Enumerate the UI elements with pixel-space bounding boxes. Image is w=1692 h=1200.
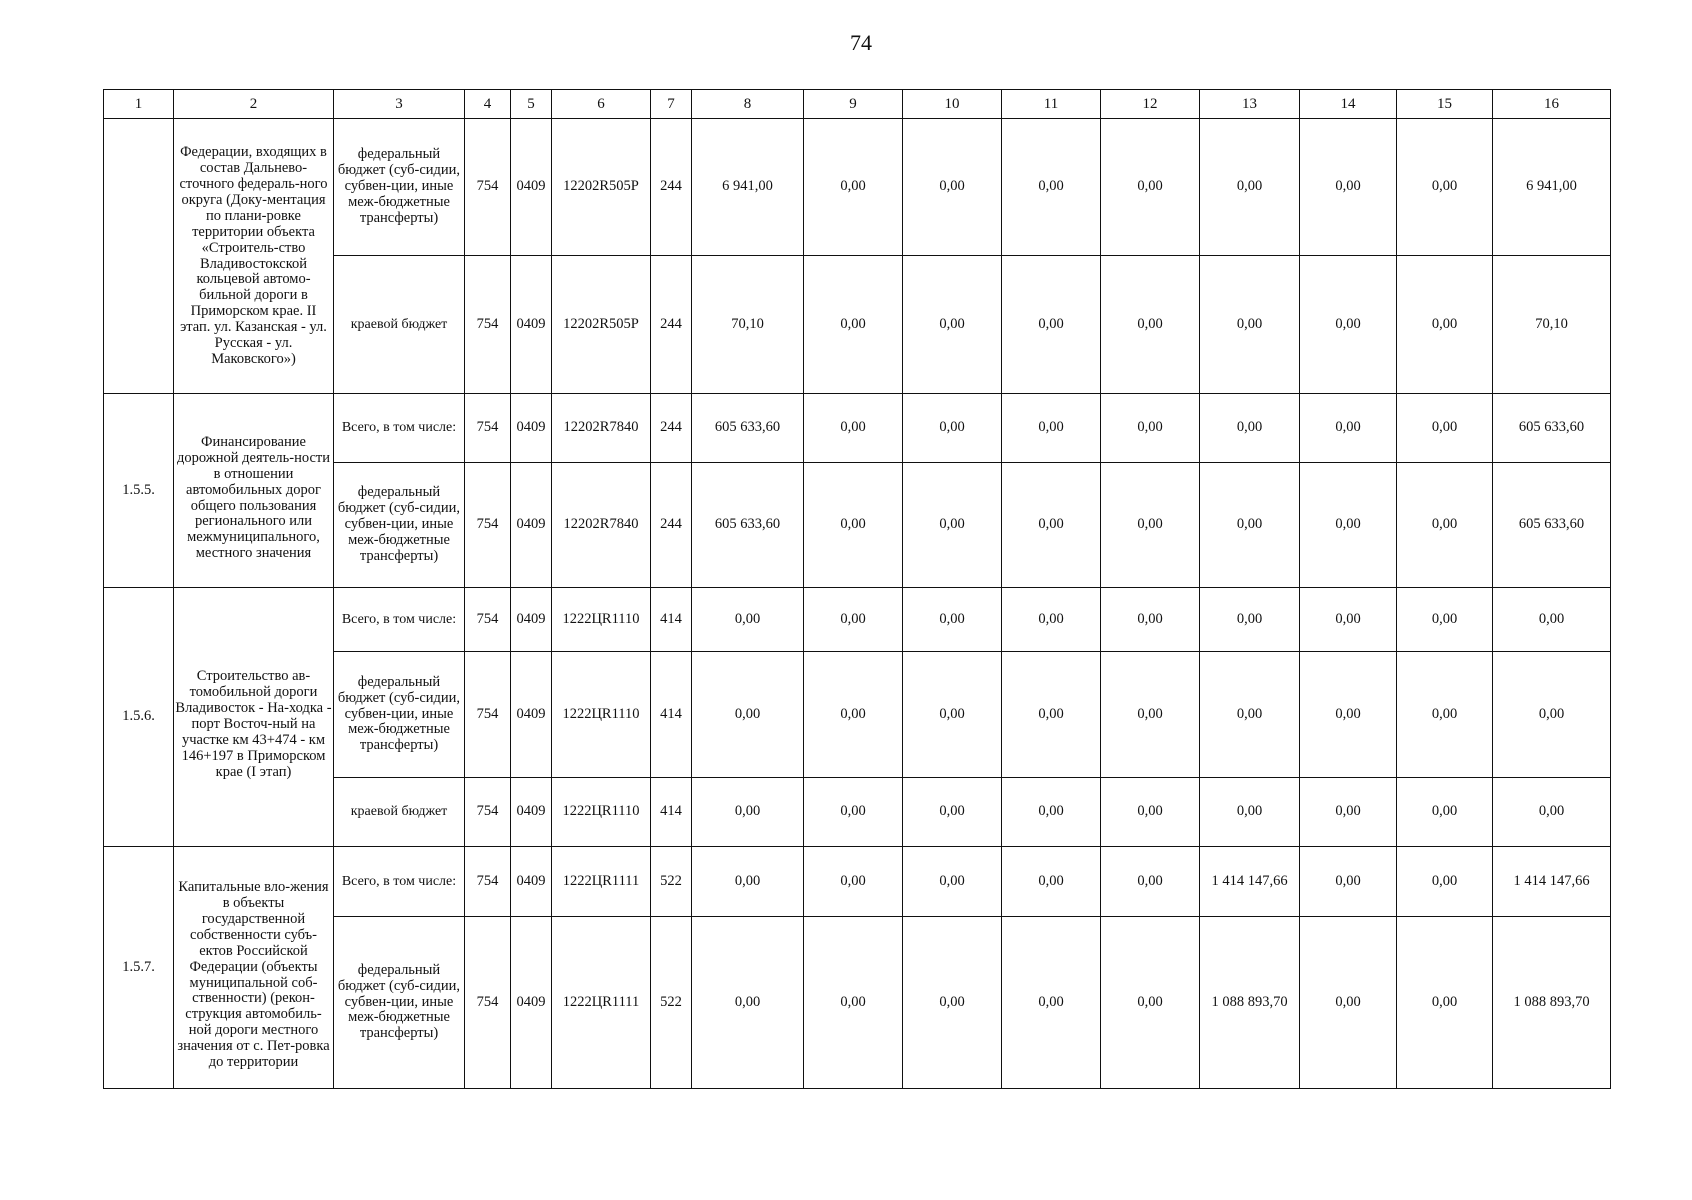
funding-source: федеральный бюджет (суб-сидии, субвен-ции, иные меж-бюджетные трансферты) (334, 119, 465, 256)
amount-cell: 0,00 (1397, 847, 1493, 917)
amount-cell: 0,00 (804, 463, 903, 588)
code-expense-type: 414 (651, 652, 692, 778)
amount-cell: 0,00 (1493, 778, 1611, 847)
code-ministry: 754 (465, 119, 511, 256)
header-cell: 10 (903, 90, 1002, 119)
amount-cell: 0,00 (1101, 119, 1200, 256)
funding-source: краевой бюджет (334, 778, 465, 847)
funding-source: краевой бюджет (334, 256, 465, 394)
amount-cell: 605 633,60 (692, 463, 804, 588)
code-ministry: 754 (465, 917, 511, 1089)
header-cell: 5 (511, 90, 552, 119)
header-cell: 9 (804, 90, 903, 119)
amount-cell: 0,00 (1002, 119, 1101, 256)
header-cell: 16 (1493, 90, 1611, 119)
header-cell: 12 (1101, 90, 1200, 119)
funding-source: Всего, в том числе: (334, 588, 465, 652)
amount-cell: 0,00 (1300, 256, 1397, 394)
amount-cell: 6 941,00 (1493, 119, 1611, 256)
code-section: 0409 (511, 847, 552, 917)
code-ministry: 754 (465, 847, 511, 917)
amount-cell: 0,00 (903, 119, 1002, 256)
amount-cell: 0,00 (1397, 463, 1493, 588)
item-number: 1.5.7. (104, 847, 174, 1089)
header-cell: 2 (174, 90, 334, 119)
code-section: 0409 (511, 917, 552, 1089)
page-number: 74 (850, 30, 872, 55)
amount-cell: 0,00 (1200, 778, 1300, 847)
budget-table (103, 89, 1611, 1089)
code-ministry: 754 (465, 588, 511, 652)
amount-cell: 0,00 (1200, 463, 1300, 588)
amount-cell: 0,00 (1002, 463, 1101, 588)
item-name: Финансирование дорожной деятель-ности в отношении автомобильных дорог общего пользования регионального или межмуниципального, местного значения (174, 394, 334, 588)
amount-cell: 605 633,60 (692, 394, 804, 463)
code-ministry: 754 (465, 394, 511, 463)
amount-cell: 0,00 (1101, 256, 1200, 394)
amount-cell: 70,10 (1493, 256, 1611, 394)
code-section: 0409 (511, 394, 552, 463)
item-number: 1.5.6. (104, 588, 174, 847)
code-ministry: 754 (465, 778, 511, 847)
amount-cell: 0,00 (1002, 778, 1101, 847)
amount-cell: 1 414 147,66 (1200, 847, 1300, 917)
amount-cell: 0,00 (1101, 847, 1200, 917)
amount-cell: 0,00 (1300, 652, 1397, 778)
item-number (104, 119, 174, 394)
header-row (104, 90, 1611, 119)
code-target: 1222ЦR1110 (552, 778, 651, 847)
table-row (104, 119, 1611, 256)
code-section: 0409 (511, 778, 552, 847)
code-section: 0409 (511, 119, 552, 256)
header-cell: 15 (1397, 90, 1493, 119)
amount-cell: 0,00 (1200, 394, 1300, 463)
amount-cell: 0,00 (1300, 588, 1397, 652)
amount-cell: 0,00 (804, 588, 903, 652)
funding-source: федеральный бюджет (суб-сидии, субвен-ции, иные меж-бюджетные трансферты) (334, 917, 465, 1089)
amount-cell: 0,00 (1300, 778, 1397, 847)
header-cell: 3 (334, 90, 465, 119)
code-section: 0409 (511, 256, 552, 394)
amount-cell: 0,00 (1493, 652, 1611, 778)
code-expense-type: 414 (651, 778, 692, 847)
amount-cell: 0,00 (903, 588, 1002, 652)
code-section: 0409 (511, 463, 552, 588)
table-row (104, 588, 1611, 652)
amount-cell: 0,00 (1397, 394, 1493, 463)
amount-cell: 0,00 (1101, 463, 1200, 588)
amount-cell: 1 088 893,70 (1493, 917, 1611, 1089)
header-cell: 1 (104, 90, 174, 119)
amount-cell: 605 633,60 (1493, 394, 1611, 463)
amount-cell: 0,00 (804, 917, 903, 1089)
amount-cell: 0,00 (1300, 463, 1397, 588)
funding-source: федеральный бюджет (суб-сидии, субвен-ции, иные меж-бюджетные трансферты) (334, 652, 465, 778)
amount-cell: 0,00 (692, 652, 804, 778)
amount-cell: 0,00 (1200, 588, 1300, 652)
amount-cell: 0,00 (1397, 652, 1493, 778)
code-ministry: 754 (465, 463, 511, 588)
code-target: 12202R7840 (552, 463, 651, 588)
amount-cell: 605 633,60 (1493, 463, 1611, 588)
amount-cell: 0,00 (903, 463, 1002, 588)
amount-cell: 0,00 (1397, 119, 1493, 256)
code-section: 0409 (511, 588, 552, 652)
amount-cell: 0,00 (1002, 917, 1101, 1089)
amount-cell: 0,00 (903, 778, 1002, 847)
code-target: 1222ЦR1111 (552, 917, 651, 1089)
amount-cell: 0,00 (1200, 256, 1300, 394)
code-expense-type: 522 (651, 917, 692, 1089)
amount-cell: 0,00 (804, 778, 903, 847)
header-cell: 13 (1200, 90, 1300, 119)
amount-cell: 70,10 (692, 256, 804, 394)
amount-cell: 0,00 (1101, 917, 1200, 1089)
amount-cell: 0,00 (1300, 394, 1397, 463)
code-target: 1222ЦR1111 (552, 847, 651, 917)
item-name: Капитальные вло-жения в объекты государственной собственности субъ-ектов Российской Федерации (объекты муниципальной соб-ственности) (рекон-струкция автомобиль-ной дороги местного значения от с. Пет-ровка до территории (174, 847, 334, 1089)
amount-cell: 0,00 (1397, 588, 1493, 652)
amount-cell: 0,00 (1397, 917, 1493, 1089)
amount-cell: 0,00 (692, 588, 804, 652)
code-section: 0409 (511, 652, 552, 778)
amount-cell: 6 941,00 (692, 119, 804, 256)
amount-cell: 0,00 (692, 917, 804, 1089)
amount-cell: 0,00 (804, 119, 903, 256)
amount-cell: 0,00 (1002, 847, 1101, 917)
header-cell: 7 (651, 90, 692, 119)
amount-cell: 0,00 (903, 847, 1002, 917)
code-target: 1222ЦR1110 (552, 588, 651, 652)
amount-cell: 0,00 (903, 652, 1002, 778)
code-target: 12202R505P (552, 256, 651, 394)
amount-cell: 0,00 (1200, 652, 1300, 778)
table-row (104, 847, 1611, 917)
code-expense-type: 522 (651, 847, 692, 917)
header-cell: 14 (1300, 90, 1397, 119)
amount-cell: 1 088 893,70 (1200, 917, 1300, 1089)
amount-cell: 0,00 (1300, 917, 1397, 1089)
code-ministry: 754 (465, 652, 511, 778)
amount-cell: 0,00 (1300, 847, 1397, 917)
amount-cell: 0,00 (1101, 778, 1200, 847)
amount-cell: 1 414 147,66 (1493, 847, 1611, 917)
code-expense-type: 244 (651, 394, 692, 463)
amount-cell: 0,00 (1200, 119, 1300, 256)
code-expense-type: 244 (651, 119, 692, 256)
amount-cell: 0,00 (804, 847, 903, 917)
code-target: 12202R505P (552, 119, 651, 256)
amount-cell: 0,00 (1101, 394, 1200, 463)
code-target: 12202R7840 (552, 394, 651, 463)
item-name: Строительство ав-томобильной дороги Владивосток - На-ходка - порт Восточ-ный на участке км 43+474 - км 146+197 в Приморском крае (I этап) (174, 588, 334, 847)
funding-source: Всего, в том числе: (334, 394, 465, 463)
header-cell: 11 (1002, 90, 1101, 119)
amount-cell: 0,00 (1101, 652, 1200, 778)
amount-cell: 0,00 (1002, 256, 1101, 394)
code-expense-type: 244 (651, 463, 692, 588)
header-cell: 4 (465, 90, 511, 119)
amount-cell: 0,00 (804, 652, 903, 778)
amount-cell: 0,00 (1002, 588, 1101, 652)
code-expense-type: 414 (651, 588, 692, 652)
amount-cell: 0,00 (1493, 588, 1611, 652)
code-expense-type: 244 (651, 256, 692, 394)
amount-cell: 0,00 (1397, 778, 1493, 847)
funding-source: Всего, в том числе: (334, 847, 465, 917)
amount-cell: 0,00 (903, 917, 1002, 1089)
amount-cell: 0,00 (692, 847, 804, 917)
code-target: 1222ЦR1110 (552, 652, 651, 778)
header-cell: 6 (552, 90, 651, 119)
amount-cell: 0,00 (692, 778, 804, 847)
amount-cell: 0,00 (1002, 652, 1101, 778)
amount-cell: 0,00 (903, 394, 1002, 463)
amount-cell: 0,00 (1002, 394, 1101, 463)
item-number: 1.5.5. (104, 394, 174, 588)
header-cell: 8 (692, 90, 804, 119)
amount-cell: 0,00 (1300, 119, 1397, 256)
amount-cell: 0,00 (1397, 256, 1493, 394)
amount-cell: 0,00 (903, 256, 1002, 394)
code-ministry: 754 (465, 256, 511, 394)
amount-cell: 0,00 (1101, 588, 1200, 652)
amount-cell: 0,00 (804, 394, 903, 463)
amount-cell: 0,00 (804, 256, 903, 394)
funding-source: федеральный бюджет (суб-сидии, субвен-ции, иные меж-бюджетные трансферты) (334, 463, 465, 588)
item-name: Федерации, входящих в состав Дальнево-сточного федераль-ного округа (Доку-ментация по плани-ровке территории объекта «Строитель-ство Владивостокской кольцевой автомо-бильной дороги в Приморском крае. II этап. ул. Казанская - ул. Русская - ул. Маковского») (174, 119, 334, 394)
table-row (104, 394, 1611, 463)
